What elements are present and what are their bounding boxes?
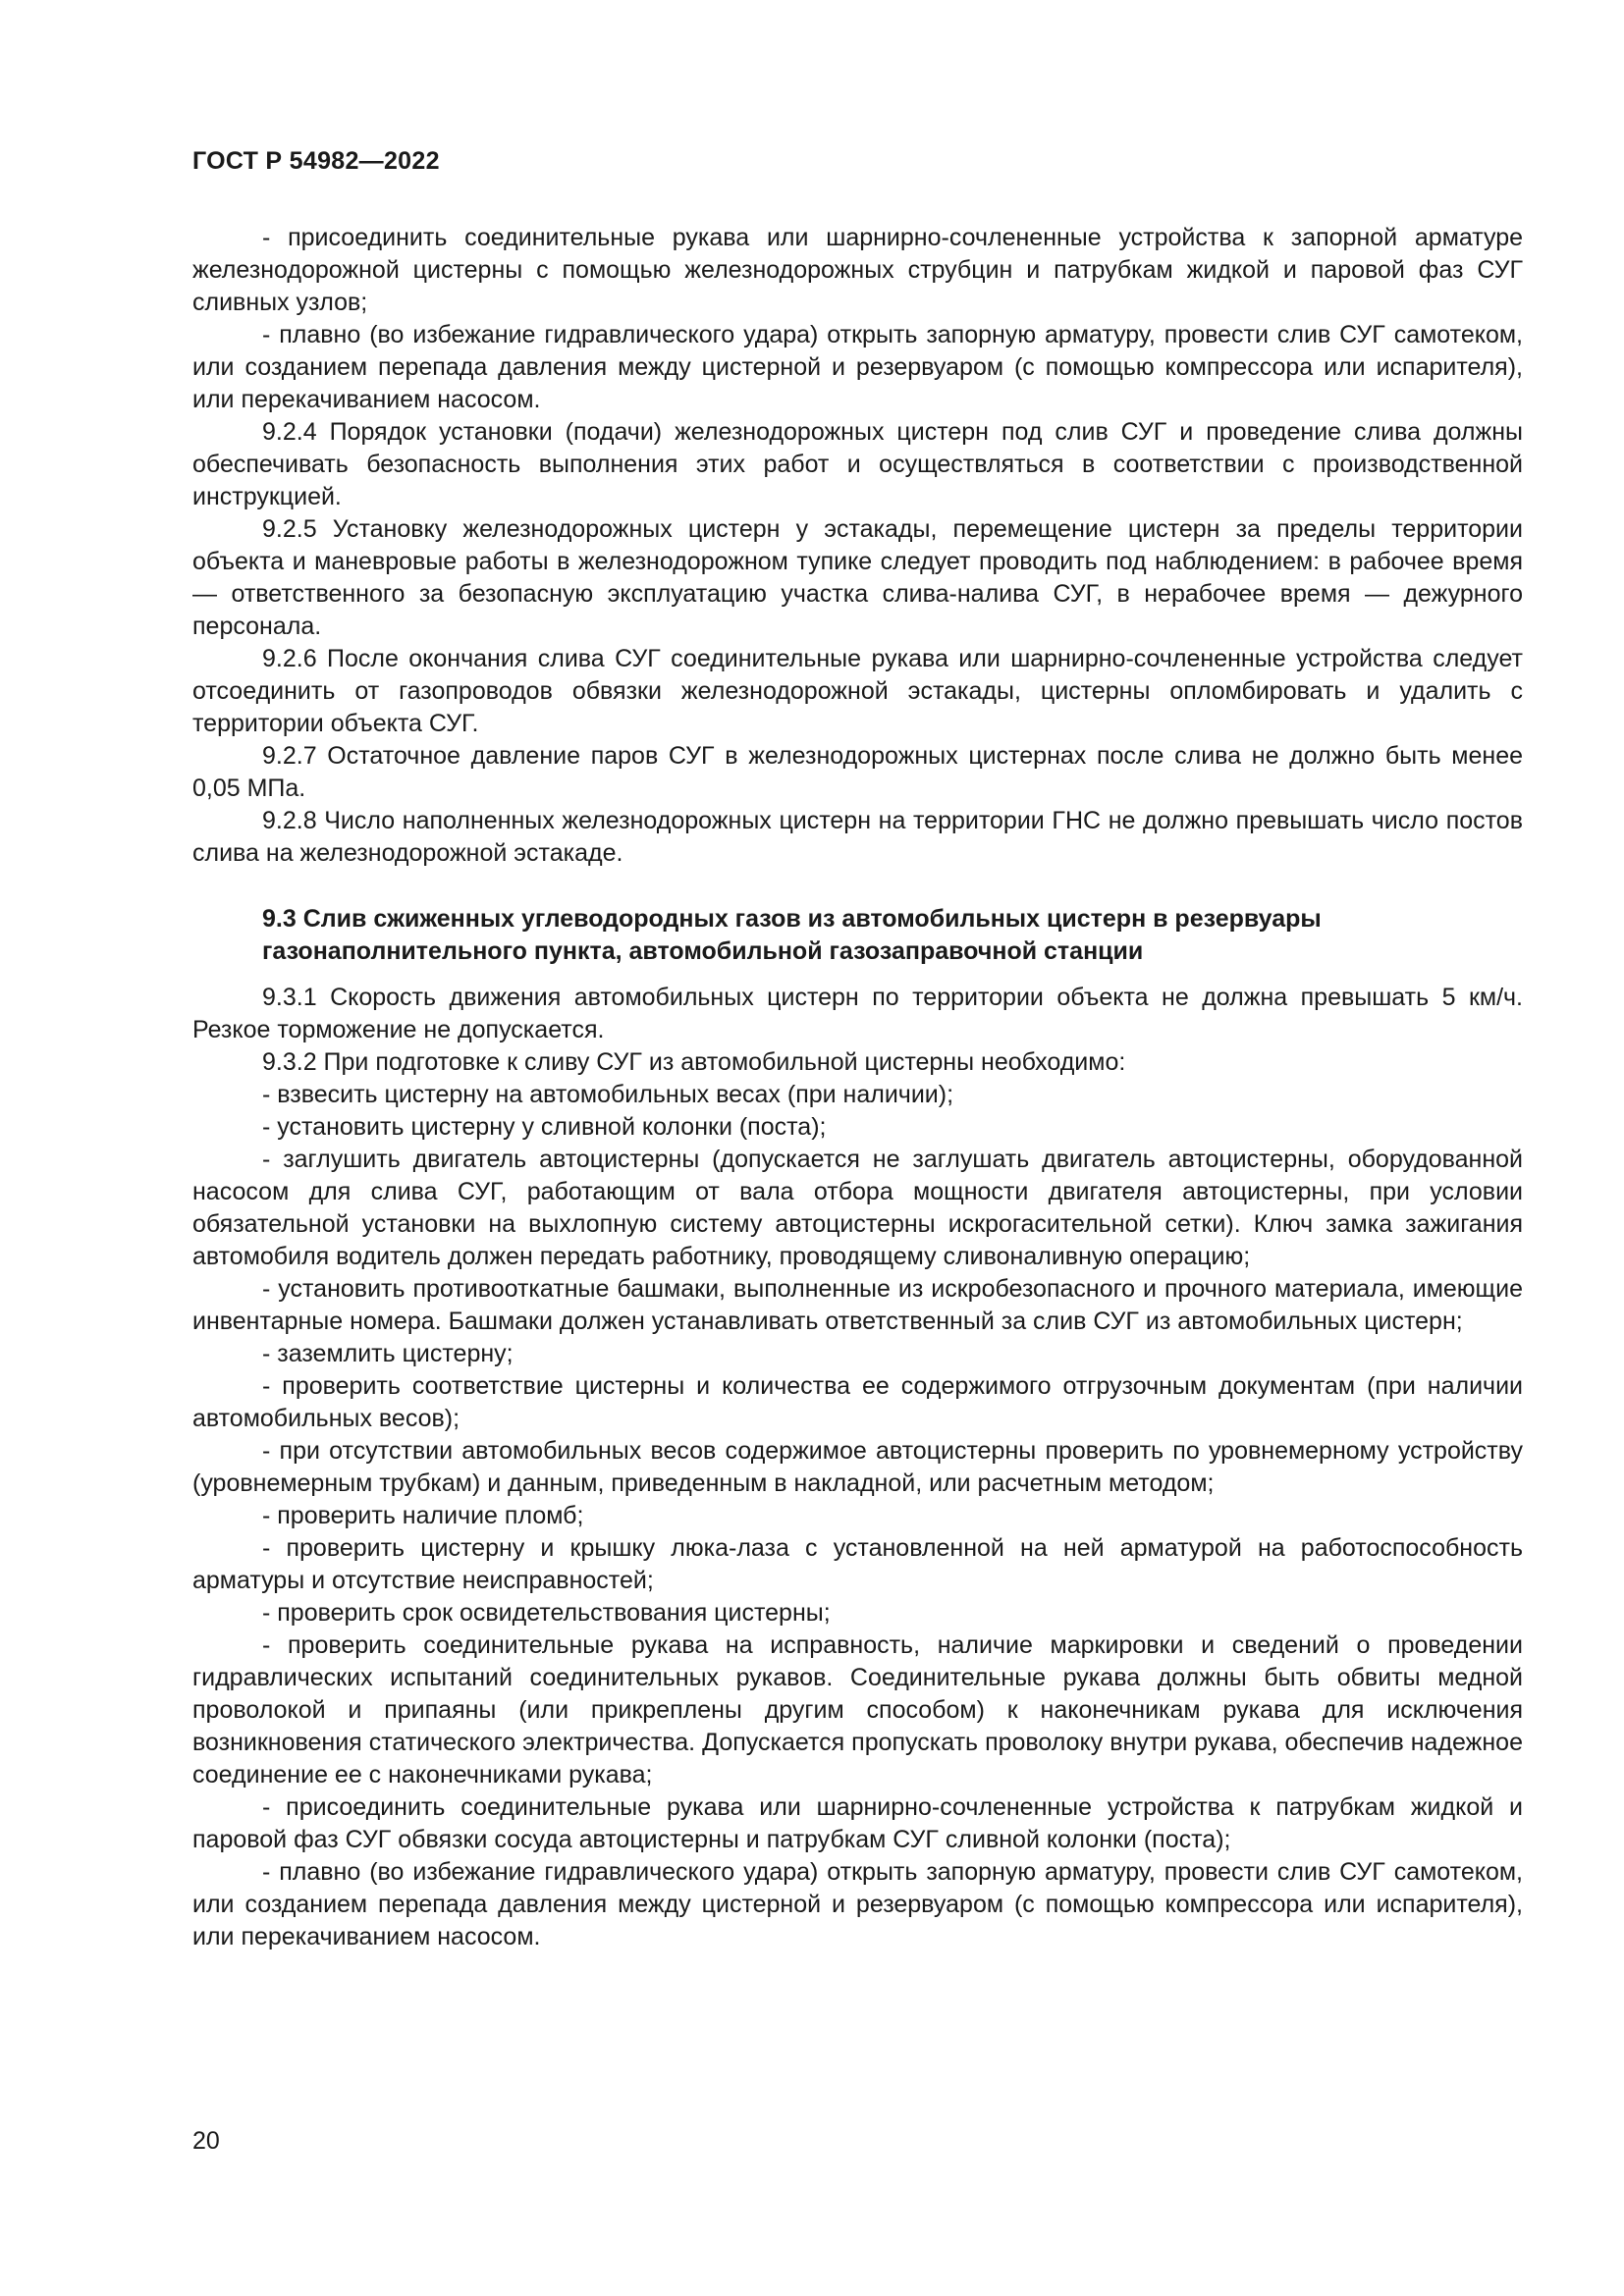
body-paragraph: - присоединить соединительные рукава или шарнирно-сочлененные устройства к запорной арматуре железнодорожной цистерны с помощью железнодорожных струбцин и патрубкам жидкой и паровой фаз СУГ сливных узлов; [192, 224, 1523, 316]
body-paragraph: - плавно (во избежание гидравлического удара) открыть запорную арматуру, провести слив СУГ самотеком, или созданием перепада давления между цистерной и резервуаром (с помощью компрессора или испарителя), или перекачиванием насосом. [192, 1858, 1523, 1950]
document-header: ГОСТ Р 54982—2022 [192, 147, 440, 175]
body-paragraph: 9.2.6 После окончания слива СУГ соединительные рукава или шарнирно-сочлененные устройства следует отсоединить от газопроводов обвязки железнодорожной эстакады, цистерны опломбировать и удалить с территории объекта СУГ. [192, 645, 1523, 737]
body-paragraph: 9.3.1 Скорость движения автомобильных цистерн по территории объекта не должна превышать 5 км/ч. Резкое торможение не допускается. [192, 984, 1523, 1043]
page-number: 20 [192, 2127, 220, 2155]
body-paragraph: 9.2.4 Порядок установки (подачи) железнодорожных цистерн под слив СУГ и проведение слива должны обеспечивать безопасность выполнения этих работ и осуществляться в соответствии с производственной инструкцией. [192, 418, 1523, 510]
body-paragraph: - взвесить цистерну на автомобильных весах (при наличии); [262, 1081, 954, 1108]
body-paragraph: - проверить соединительные рукава на исправность, наличие маркировки и сведений о проведении гидравлических испытаний соединительных рукавов. Соединительные рукава должны быть обвиты медной проволокой и припаяны (или прикреплены другим способом) к наконечникам рукава для исключения возникновения статического электричества. Допускается пропускать проволоку внутри рукава, обеспечив надежное соединение ее с наконечниками рукава; [192, 1631, 1523, 1789]
body-paragraph: - проверить цистерну и крышку люка-лаза с установленной на ней арматурой на работоспособность арматуры и отсутствие неисправностей; [192, 1534, 1523, 1594]
body-paragraph: - проверить наличие пломб; [262, 1502, 584, 1529]
body-paragraph: - заземлить цистерну; [262, 1340, 514, 1367]
body-paragraph: 9.3.2 При подготовке к сливу СУГ из автомобильной цистерны необходимо: [262, 1048, 1126, 1076]
body-paragraph: - установить цистерну у сливной колонки (поста); [262, 1113, 827, 1141]
body-paragraph: 9.2.5 Установку железнодорожных цистерн у эстакады, перемещение цистерн за пределы территории объекта и маневровые работы в железнодорожном тупике следует проводить под наблюдением: в рабочее время — ответственного за безопасную эксплуатацию участка слива-налива СУГ, в нерабочее время — дежурного персонала. [192, 515, 1523, 640]
body-paragraph: - заглушить двигатель автоцистерны (допускается не заглушать двигатель автоцистерны, оборудованной насосом для слива СУГ, работающим от вала отбора мощности двигателя автоцистерны, при условии обязательной установки на выхлопную систему автоцистерны искрогасительной сетки). Ключ замка зажигания автомобиля водитель должен передать работнику, проводящему сливоналивную операцию; [192, 1146, 1523, 1270]
body-paragraph: 9.2.8 Число наполненных железнодорожных цистерн на территории ГНС не должно превышать число постов слива на железнодорожной эстакаде. [192, 807, 1523, 867]
body-paragraph: - проверить соответствие цистерны и количества ее содержимого отгрузочным документам (при наличии автомобильных весов); [192, 1372, 1523, 1432]
document-body [192, 222, 1523, 1953]
body-paragraph: 9.2.7 Остаточное давление паров СУГ в железнодорожных цистернах после слива не должно быть менее 0,05 МПа. [192, 742, 1523, 802]
body-paragraph: - проверить срок освидетельствования цистерны; [262, 1599, 831, 1627]
body-paragraph: - при отсутствии автомобильных весов содержимое автоцистерны проверить по уровнемерному устройству (уровнемерным трубкам) и данным, приведенным в накладной, или расчетным методом; [192, 1437, 1523, 1497]
body-paragraph: - присоединить соединительные рукава или шарнирно-сочлененные устройства к патрубкам жидкой и паровой фаз СУГ обвязки сосуда автоцистерны и патрубкам СУГ сливной колонки (поста); [192, 1793, 1523, 1853]
body-paragraph: - плавно (во избежание гидравлического удара) открыть запорную арматуру, провести слив СУГ самотеком, или созданием перепада давления между цистерной и резервуаром (с помощью компрессора или испарителя), или перекачиванием насосом. [192, 321, 1523, 413]
body-paragraph: - установить противооткатные башмаки, выполненные из искробезопасного и прочного материала, имеющие инвентарные номера. Башмаки должен устанавливать ответственный за слив СУГ из автомобильных цистерн; [192, 1275, 1523, 1335]
section-heading: 9.3 Слив сжиженных углеводородных газов из автомобильных цистерн в резервуары газонаполнительного пункта, автомобильной газозаправочной станции [262, 905, 1322, 965]
